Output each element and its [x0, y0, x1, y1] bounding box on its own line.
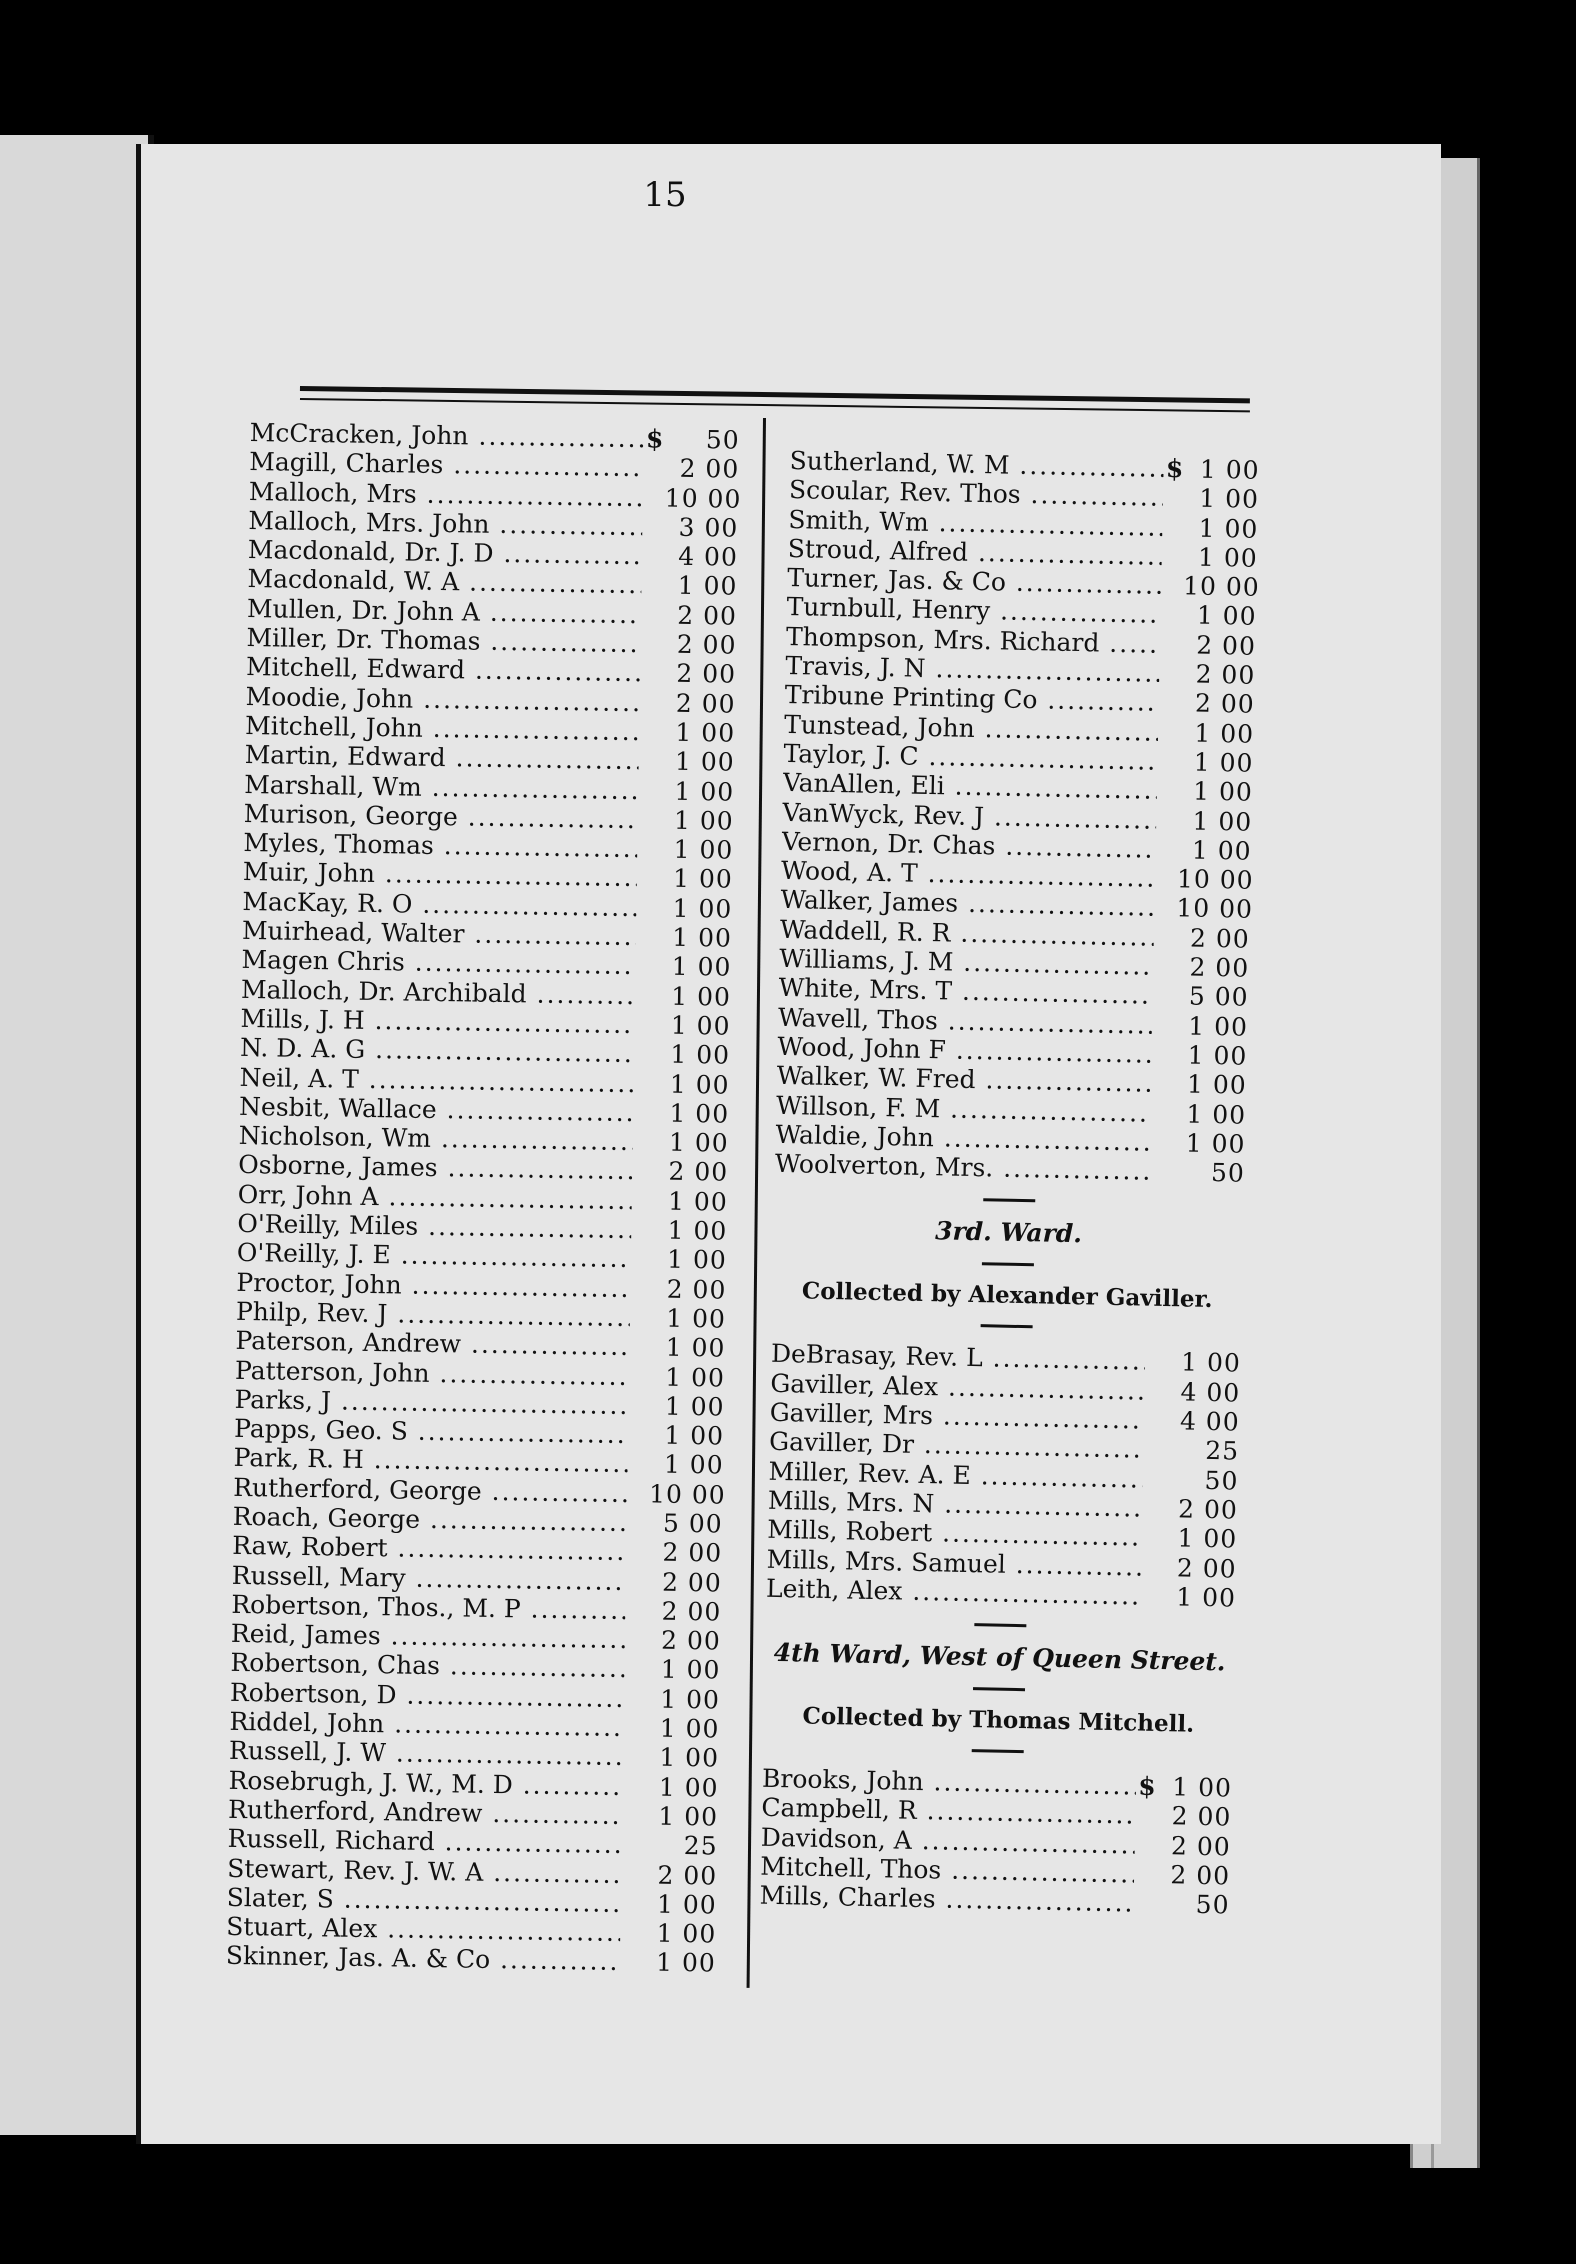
subscriber-name: VanWyck, Rev. J .....	[782, 797, 1157, 834]
amount: 2 00	[1170, 1860, 1231, 1891]
amount: 1 00	[1187, 1040, 1248, 1071]
subscriber-name: Raw, Robert .....	[232, 1531, 626, 1566]
amount: 1 00	[672, 893, 733, 924]
subscriber-name: Russell, Richard .....	[227, 1824, 621, 1859]
amount: 1 00	[665, 1362, 726, 1393]
amount: 2 00	[1189, 923, 1251, 954]
subscriber-name: Waldie, John .....	[775, 1120, 1150, 1157]
subscriber-name: McCracken, John .....	[250, 418, 644, 453]
amount: 1 00	[656, 1889, 717, 1920]
amount: 1 00	[655, 1948, 717, 1978]
amount: 1 00	[671, 952, 732, 982]
amount: 1 00	[670, 1039, 731, 1070]
amount: 2 00	[1195, 630, 1257, 661]
amount: 2 00	[676, 659, 737, 690]
amount: 2 00	[668, 1157, 729, 1188]
amount: 1 00	[666, 1244, 728, 1275]
amount: 1 00	[1180, 1347, 1242, 1379]
subscriber-name: Mullen, Dr. John A .....	[247, 594, 641, 629]
ward3-list	[766, 1339, 1241, 1612]
amount: 1 00	[674, 776, 735, 807]
subscriber-name: Magill, Charles .....	[249, 447, 643, 482]
subscriber-name: Turner, Jas. & Co .....	[787, 563, 1162, 600]
subscriber-name: Martin, Edward .....	[244, 740, 638, 775]
amount: 1 00	[671, 922, 733, 953]
subscriber-name: Davidson, A .....	[761, 1822, 1136, 1859]
amount: 5 00	[1188, 981, 1249, 1013]
section-separator	[981, 1325, 1033, 1329]
amount: 1 00	[656, 1918, 717, 1949]
subscriber-list-continued	[775, 446, 1260, 1188]
amount: 1 00	[677, 571, 738, 602]
amount: 1 00	[660, 1655, 721, 1686]
subscriber-name: Muirhead, Walter .....	[242, 916, 636, 951]
amount: 4 00	[1180, 1377, 1241, 1408]
subscriber-name: Russell, J. W .....	[229, 1736, 623, 1771]
subscriber-name: Myles, Thomas .....	[243, 828, 637, 863]
amount: 1 00	[666, 1303, 727, 1334]
amount: 1 00	[1185, 1128, 1246, 1159]
subscriber-name: Macdonald, Dr. J. D .....	[248, 535, 642, 570]
subscriber-list-left	[226, 418, 740, 1978]
amount: 10 00	[1182, 571, 1261, 603]
subscriber-list-right	[759, 446, 1260, 1920]
subscriber-name: Macdonald, W. A .....	[247, 564, 641, 599]
amount: 1 00	[1199, 483, 1260, 515]
subscriber-name: Malloch, Dr. Archibald .....	[241, 975, 635, 1010]
subscriber-name: Skinner, Jas. A. & Co .....	[226, 1941, 620, 1976]
subscriber-name: Smith, Wm .....	[788, 505, 1163, 542]
subscriber-name: Mitchell, John .....	[245, 711, 639, 746]
subscriber-name: Travis, J. N .....	[785, 651, 1160, 688]
subscriber-name: Stewart, Rev. J. W. A .....	[227, 1853, 621, 1888]
currency-symbol: $	[645, 424, 664, 454]
amount: 2 00	[1194, 688, 1255, 720]
currency-symbol: $	[1138, 1771, 1157, 1802]
subscriber-name: Gaviller, Dr .....	[769, 1427, 1144, 1464]
subscriber-name: Mills, J. H .....	[240, 1004, 634, 1039]
amount: 1 00	[1193, 747, 1254, 778]
subscriber-name: Taylor, J. C .....	[783, 739, 1158, 776]
amount: 1 00	[671, 981, 732, 1012]
amount: 1 00	[665, 1332, 726, 1363]
subscriber-name: Sutherland, W. M .....	[789, 446, 1164, 483]
amount: 10 00	[1176, 893, 1254, 925]
amount: 1 00	[658, 1772, 719, 1803]
amount: 2 00	[666, 1274, 727, 1305]
subscriber-name: Willson, F. M .....	[776, 1090, 1151, 1127]
amount: 1 00	[659, 1713, 720, 1744]
amount: 1 00	[660, 1684, 721, 1715]
amount: 2 00	[675, 688, 736, 719]
subscriber-name: Philp, Rev. J .....	[236, 1297, 630, 1332]
amount: 2 00	[657, 1860, 718, 1891]
subscriber-name: Stroud, Alfred .....	[788, 534, 1163, 571]
subscriber-name: Patterson, John .....	[235, 1355, 629, 1390]
subscriber-name: Robertson, Thos., M. P .....	[231, 1590, 625, 1625]
subscriber-name: Neil, A. T .....	[239, 1062, 633, 1097]
subscriber-name: N. D. A. G .....	[240, 1033, 634, 1068]
section-separator	[982, 1263, 1034, 1267]
subscriber-name: Reid, James .....	[231, 1619, 625, 1654]
subscriber-name: Tunstead, John .....	[784, 710, 1159, 747]
amount: 1 00	[1196, 601, 1257, 632]
subscriber-name: Mitchell, Thos .....	[760, 1852, 1135, 1889]
subscriber-name: Roach, George .....	[233, 1502, 627, 1537]
subscriber-name: O'Reilly, Miles .....	[237, 1209, 631, 1244]
amount: 1 00	[1192, 776, 1254, 808]
amount: 2 00	[1171, 1801, 1232, 1832]
subscriber-name: MacKay, R. O .....	[242, 887, 636, 922]
subscriber-name: DeBrasay, Rev. L .....	[771, 1339, 1146, 1376]
subscriber-name: Gaviller, Mrs .....	[769, 1398, 1144, 1435]
subscriber-name: Scoular, Rev. Thos .....	[789, 475, 1164, 512]
amount: 2 00	[1177, 1494, 1239, 1525]
subscriber-name: Russell, Mary .....	[232, 1560, 626, 1595]
amount: 1 00	[663, 1450, 724, 1480]
section-separator	[974, 1623, 1026, 1627]
subscriber-name: Mills, Mrs. Samuel .....	[766, 1544, 1141, 1581]
subscriber-name: Park, R. H .....	[233, 1443, 627, 1478]
subscriber-name: Riddel, John .....	[229, 1707, 623, 1742]
amount: 1 00	[668, 1127, 729, 1158]
amount: 2 00	[661, 1567, 722, 1598]
amount: 1 00	[667, 1215, 728, 1246]
subscriber-name: Muir, John .....	[243, 857, 637, 892]
amount: 2 00	[679, 454, 740, 484]
subscriber-name: Robertson, Chas .....	[230, 1648, 624, 1683]
amount: 1 00	[673, 805, 734, 836]
amount: 1 00	[672, 864, 734, 895]
ward3-collector: Collected by Alexander Gaviller.	[801, 1277, 1213, 1314]
subscriber-name: Paterson, Andrew .....	[235, 1326, 629, 1361]
subscriber-name: Brooks, John .....	[762, 1764, 1137, 1801]
amount: 1 00	[674, 746, 735, 777]
subscriber-name: Vernon, Dr. Chas .....	[781, 827, 1156, 864]
subscriber-name: Woolverton, Mrs. .....	[775, 1149, 1150, 1186]
subscriber-name: Osborne, James .....	[238, 1150, 632, 1185]
amount: 50	[1204, 1465, 1239, 1496]
amount: 1 00	[1194, 718, 1255, 749]
amount: 1 00	[1198, 513, 1259, 544]
subscriber-name: Parks, J .....	[234, 1385, 628, 1420]
subscriber-name: Nesbit, Wallace .....	[239, 1092, 633, 1127]
subscriber-name: Wavell, Thos .....	[778, 1003, 1153, 1040]
subscriber-name: Rutherford, George .....	[233, 1473, 627, 1508]
ward4-title: 4th Ward, West of Queen Street.	[773, 1638, 1226, 1677]
subscriber-name: Waddell, R. R .....	[780, 915, 1155, 952]
amount: 50	[1195, 1890, 1230, 1920]
subscriber-name: Murison, George .....	[244, 799, 638, 834]
amount: 1 00	[1192, 806, 1253, 837]
currency-symbol: $	[1165, 453, 1184, 484]
ward3-title: 3rd. Ward.	[934, 1216, 1083, 1249]
amount: 3 00	[678, 512, 739, 543]
amount: 4 00	[1179, 1406, 1240, 1437]
subscriber-name: Rutherford, Andrew .....	[228, 1795, 622, 1830]
amount: 2 00	[1189, 952, 1250, 983]
subscriber-name: Marshall, Wm .....	[244, 770, 638, 805]
amount: 1 00	[664, 1391, 725, 1422]
amount: 2 00	[661, 1596, 722, 1627]
subscriber-name: Campbell, R .....	[761, 1793, 1136, 1830]
subscriber-name: Magen Chris .....	[241, 945, 635, 980]
subscriber-name: Orr, John A .....	[238, 1180, 632, 1215]
amount: 25	[683, 1831, 718, 1861]
page-number: 15	[643, 175, 687, 215]
section-separator	[983, 1199, 1035, 1203]
subscriber-name: Wood, John F .....	[777, 1032, 1152, 1069]
amount: 1 00	[669, 1069, 730, 1100]
amount: 5 00	[662, 1508, 723, 1539]
subscriber-name: Thompson, Mrs. Richard .....	[786, 622, 1161, 659]
subscriber-name: Rosebrugh, J. W., M. D .....	[228, 1765, 622, 1800]
amount: 50	[1210, 1158, 1246, 1188]
amount: 2 00	[660, 1625, 722, 1656]
section-separator	[972, 1749, 1024, 1753]
subscriber-name: White, Mrs. T .....	[778, 973, 1153, 1010]
amount: 1 00	[675, 717, 736, 748]
subscriber-name: Moodie, John .....	[245, 682, 639, 717]
amount: 2 00	[677, 600, 738, 631]
amount: 1 00	[1191, 835, 1252, 866]
amount: 1 00	[1176, 1582, 1237, 1613]
amount: 1 00	[1172, 1772, 1233, 1803]
subscriber-name: O'Reilly, J. E .....	[237, 1238, 631, 1273]
subscriber-name: Mills, Mrs. N .....	[768, 1486, 1143, 1523]
amount: 10 00	[664, 483, 742, 514]
subscriber-name: Proctor, John .....	[236, 1268, 630, 1303]
subscriber-name: Leith, Alex .....	[766, 1574, 1141, 1611]
subscriber-name: Mills, Robert .....	[767, 1515, 1142, 1552]
amount: 25	[1204, 1436, 1240, 1466]
amount: 50	[705, 425, 740, 455]
amount: 1 00	[673, 834, 734, 865]
amount: 1 00	[1187, 1011, 1249, 1042]
subscriber-name: VanAllen, Eli .....	[783, 768, 1158, 805]
amount: 1 00	[1197, 542, 1259, 573]
amount: 2 00	[1195, 659, 1256, 690]
amount: 10 00	[648, 1479, 726, 1510]
subscriber-name: Williams, J. M .....	[779, 944, 1154, 981]
subscriber-name: Malloch, Mrs .....	[249, 477, 643, 512]
amount: 1 00	[659, 1742, 720, 1773]
subscriber-name: Papps, Geo. S .....	[234, 1414, 628, 1449]
subscriber-name: Walker, James .....	[780, 885, 1155, 922]
ward4-collector: Collected by Thomas Mitchell.	[802, 1702, 1195, 1738]
amount: 4 00	[677, 541, 739, 572]
amount: 1 00	[670, 1010, 731, 1041]
subscriber-name: Mitchell, Edward .....	[246, 652, 640, 687]
subscriber-name: Malloch, Mrs. John .....	[248, 506, 642, 541]
subscriber-name: Walker, W. Fred .....	[777, 1061, 1152, 1098]
amount: 1 00	[1186, 1098, 1247, 1130]
amount: 2 00	[1176, 1552, 1237, 1584]
amount: 1 00	[1199, 454, 1260, 485]
subscriber-name: Wood, A. T .....	[781, 856, 1156, 893]
subscriber-name: Slater, S .....	[227, 1883, 621, 1918]
amount: 1 00	[1186, 1069, 1248, 1100]
amount: 2 00	[662, 1537, 723, 1568]
amount: 1 00	[667, 1186, 728, 1217]
subscriber-name: Robertson, D .....	[230, 1678, 624, 1713]
amount: 2 00	[1170, 1830, 1232, 1862]
section-separator	[973, 1687, 1025, 1691]
subscriber-name: Turnbull, Henry .....	[786, 592, 1161, 629]
subscriber-name: Mills, Charles .....	[759, 1881, 1134, 1918]
amount: 1 00	[1177, 1523, 1238, 1554]
subscriber-name: Tribune Printing Co .....	[784, 680, 1159, 717]
amount: 10 00	[1176, 864, 1254, 895]
amount: 2 00	[676, 629, 737, 660]
amount: 1 00	[658, 1801, 719, 1832]
subscriber-name: Stuart, Alex .....	[226, 1912, 620, 1947]
subscriber-name: Miller, Rev. A. E .....	[768, 1456, 1143, 1493]
facing-page-edge	[0, 135, 154, 2135]
subscriber-name: Miller, Dr. Thomas .....	[246, 623, 640, 658]
amount: 1 00	[669, 1098, 730, 1129]
subscriber-name: Gaviller, Alex .....	[770, 1369, 1145, 1406]
subscriber-name: Nicholson, Wm .....	[239, 1121, 633, 1156]
ward4-list	[759, 1764, 1232, 1920]
amount: 1 00	[664, 1420, 725, 1451]
